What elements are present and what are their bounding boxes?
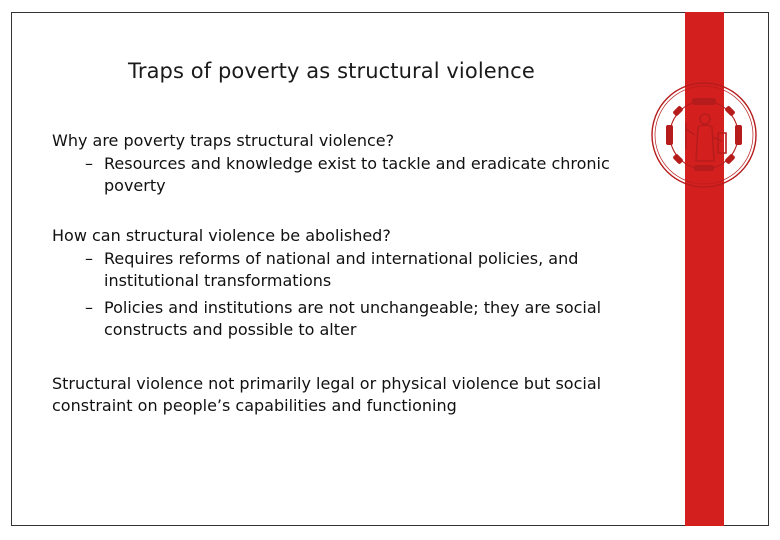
bullet-item [52,297,632,341]
bullet-text: Resources and knowledge exist to tackle and eradicate chronic poverty [104,154,610,195]
slide-body [52,130,632,445]
section-why [52,130,632,197]
section-definition [52,373,632,417]
bullet-text: Requires reforms of national and international policies, and institutional transformations [104,249,579,290]
bullet-dash: – [85,298,93,317]
bullet-dash: – [85,249,93,268]
bullet-dash: – [85,154,93,173]
section-heading: Structural violence not primarily legal or physical violence but social constraint on people’s capabilities and functioning [52,374,602,415]
slide-title: Traps of poverty as structural violence [128,59,535,83]
section-how [52,225,632,341]
bullet-text: Policies and institutions are not unchangeable; they are social constructs and possible to alter [104,298,602,339]
university-seal-icon [648,79,760,191]
bullet-item [52,153,632,197]
section-heading: How can structural violence be abolished? [52,226,391,245]
section-heading: Why are poverty traps structural violence? [52,131,395,150]
bullet-item [52,248,632,292]
